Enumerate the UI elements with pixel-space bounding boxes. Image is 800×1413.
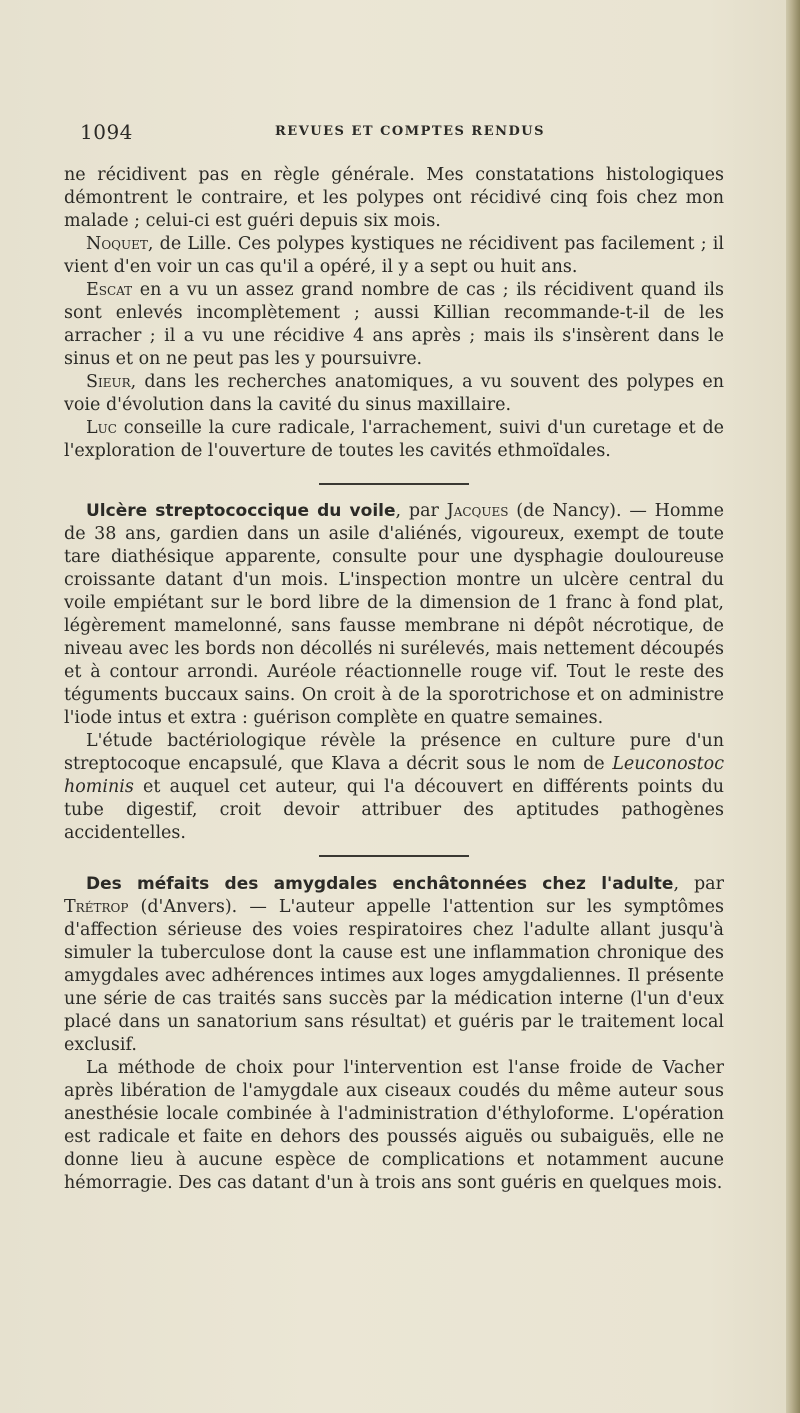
- article-ulcere-paragraph-2: [64, 730, 724, 845]
- paragraph-text: , dans les recherches anatomiques, a vu souvent des polypes en voie d'évolution dans la cavité du sinus maxillaire.: [64, 372, 724, 415]
- author-escat: Escat: [86, 280, 133, 300]
- paragraph-sieur: [64, 371, 724, 417]
- article-text: (d'Anvers). — L'auteur appelle l'attention sur les symptômes d'affection sérieuse des voies respiratoires chez l'adulte allant jusqu'à simuler la tuberculose dont la cause est une inflammation chronique des amygdales avec adhérences intimes aux loges amygdaliennes. Il présente une série de cas traités sans succès par la médication interne (l'un d'eux placé dans un sanatorium sans résultat) et guéris par le traitement local exclusif.: [64, 897, 724, 1055]
- running-title: REVUES ET COMPTES RENDUS: [275, 124, 545, 139]
- author-luc: Luc: [86, 418, 117, 438]
- author-sieur: Sieur: [86, 372, 131, 392]
- paragraph-noquet: [64, 233, 724, 279]
- section-divider: [319, 483, 469, 485]
- paragraph-text: en a vu un assez grand nombre de cas ; ils récidivent quand ils sont enlevés incomplètement ; aussi Killian recommande-t-il de les arracher ; il a vu une récidive 4 ans après ; mais ils s'insèrent dans le sinus et on ne peut pas les y poursuivre.: [64, 280, 724, 369]
- species-name: Leuconostoc hominis: [64, 754, 724, 797]
- article-author: Trétrop: [64, 897, 129, 917]
- article-author: Jacques: [446, 501, 509, 521]
- author-noquet: Noquet: [86, 234, 148, 254]
- article-ulcere: [64, 500, 724, 730]
- article-by: , par: [673, 874, 724, 894]
- paragraph-continuation: ne récidivent pas en règle générale. Mes constatations histologiques démontrent le contraire, et les polypes ont récidivé cinq fois chez mon malade ; celui-ci est guéri depuis six mois.: [64, 165, 724, 231]
- running-head: [80, 120, 740, 144]
- article-title: Des méfaits des amygdales enchâtonnées chez l'adulte: [86, 874, 674, 894]
- paragraph-text: L'étude bactériologique révèle la présence en culture pure d'un streptocoque encapsulé, que Klava a décrit sous le nom de: [64, 731, 724, 774]
- body-text: [64, 164, 724, 1195]
- paragraph-escat: [64, 279, 724, 371]
- article-amygdales-paragraph-2: La méthode de choix pour l'intervention est l'anse froide de Vacher après libération de l'amygdale aux ciseaux coudés du même auteur sous anesthésie locale combinée à l'administration d'éthyloforme. L'opération est radicale et faite en dehors des poussés aiguës ou subaiguës, elle ne donne lieu à aucune espèce de complications et notamment aucune hémorragie. Des cas datant d'un à trois ans sont guéris en quelques mois.: [64, 1058, 724, 1193]
- article-text: (de Nancy). — Homme de 38 ans, gardien dans un asile d'aliénés, vigoureux, exempt de toute tare diathésique apparente, consulte pour une dysphagie douloureuse croissante datant d'un mois. L'inspection montre un ulcère central du voile empiétant sur le bord libre de la dimension de 1 franc à fond plat, légèrement mamelonné, sans fausse membrane ni dépôt nécrotique, de niveau avec les bords non décollés ni surélevés, mais nettement découpés et à contour arrondi. Auréole réactionnelle rouge vif. Tout le reste des téguments buccaux sains. On croit à de la sporotrichose et on administre l'iode intus et extra : guérison complète en quatre semaines.: [64, 501, 725, 728]
- article-by: , par: [395, 501, 447, 521]
- paragraph-text: et auquel cet auteur, qui l'a découvert en différents points du tube digestif, croit devoir attribuer des aptitudes pathogènes accidentelles.: [64, 777, 724, 843]
- article-title: Ulcère streptococcique du voile: [86, 501, 396, 521]
- section-divider: [319, 855, 469, 857]
- paragraph-text: conseille la cure radicale, l'arrachement, suivi d'un curetage et de l'exploration de l'ouverture de toutes les cavités ethmoïdales.: [64, 418, 724, 461]
- page-number: 1094: [80, 120, 133, 144]
- paragraph-text: , de Lille. Ces polypes kystiques ne récidivent pas facilement ; il vient d'en voir un cas qu'il a opéré, il y a sept ou huit ans.: [64, 234, 724, 277]
- paragraph-luc: [64, 417, 724, 463]
- article-amygdales: [64, 873, 724, 1057]
- book-spine-edge: [786, 0, 800, 1413]
